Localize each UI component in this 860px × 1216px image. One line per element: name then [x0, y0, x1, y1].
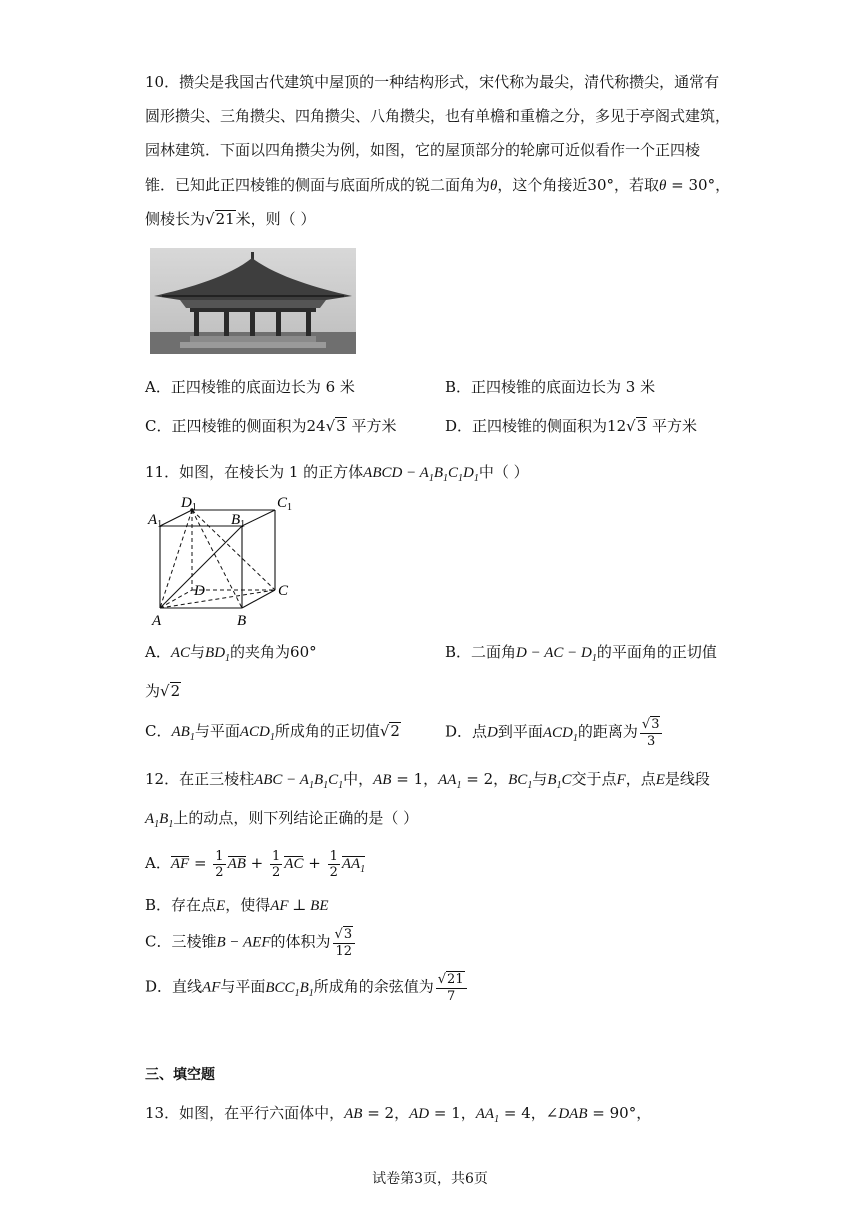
- q11-option-b-label: B．二面角: [445, 643, 517, 661]
- q12-line-1: [145, 769, 710, 796]
- plane-bcc1b1: $BCC_1B_1$: [265, 979, 314, 999]
- q12-option-a-label: A．: [145, 854, 171, 872]
- q10-line-4: [145, 175, 730, 196]
- q10-text-5b: 米，则（ ）: [235, 210, 316, 228]
- label-a: A: [152, 613, 162, 629]
- q12-option-c-text1: C．三棱锥: [145, 932, 217, 951]
- label-b: B: [237, 613, 247, 629]
- prism-name: ABC − $A_1B_1C_1$: [254, 772, 344, 791]
- frac-half-1: $\frac{1}{2}$: [215, 848, 224, 880]
- page-footer: 试卷第3页，共6页: [372, 1171, 488, 1187]
- q11-option-a-text1: 与: [190, 643, 206, 661]
- q12-text-a: 12．在正三棱柱: [145, 770, 255, 788]
- seg-bd1: $BD_1$: [205, 645, 231, 664]
- q10-option-c-math: 24√3: [306, 417, 346, 435]
- seg-ab1: $AB_1$: [171, 724, 195, 743]
- q11-stem-text: 11．如图，在棱长为 1 的正方体: [145, 463, 364, 481]
- label-d1: $D_1$: [181, 495, 197, 513]
- q12-text-h: 是线段: [664, 770, 710, 788]
- q12-option-c: [145, 926, 357, 959]
- q10-line-3: 园林建筑．下面以四角攒尖为例，如图，它的屋顶部分的轮廓可近似看作一个正四棱: [145, 141, 701, 159]
- aa1-eq: $AA_1$: [438, 772, 462, 791]
- frac-sqrt3-over-12: $\frac{√3}{12}$: [333, 926, 356, 959]
- q12-text-e: 与: [532, 770, 548, 788]
- q13-aa1: $AA_1$: [475, 1106, 500, 1125]
- q12-text-d: ，: [493, 770, 509, 788]
- label-b1: $B_1$: [231, 512, 246, 530]
- aa1-val: = 2: [461, 770, 494, 788]
- q12-text-g: ，点: [625, 770, 656, 788]
- q11-option-b-text: 的平面角的正切值: [596, 643, 717, 661]
- theta-value: = 30°，: [666, 176, 731, 194]
- q11-option-a: [145, 642, 317, 669]
- q10-option-d-unit: 平方米: [652, 417, 698, 435]
- vec-af: AF: [170, 856, 190, 872]
- q10-number: 10．: [145, 73, 180, 91]
- seg-bc1: $BC_1$: [508, 772, 533, 791]
- q11-option-d: [445, 716, 664, 754]
- angle-30: 30°: [587, 176, 614, 194]
- q11-stem-end: 中（ ）: [478, 463, 529, 481]
- frac-half-3: $\frac{1}{2}$: [329, 848, 338, 880]
- theta-eq: θ: [659, 178, 667, 194]
- q13-angle: ∠DAB = 90°: [545, 1104, 637, 1122]
- sqrt-2-b: √2: [160, 682, 181, 700]
- q12-option-a: A．AF = $\frac{1}{2}$ AB + $\frac{1}{2}$ AC + $\frac{1}{2}$ $AA_1$: [145, 848, 366, 880]
- vec-ac: AC: [284, 856, 304, 872]
- sqrt-2-c: √2: [379, 722, 400, 740]
- q12-option-d-text3: 所成角的余弦值为: [313, 977, 434, 996]
- q10-option-b: B．正四棱锥的底面边长为 3 米: [445, 378, 656, 396]
- q10-text-1: 攒尖是我国古代建筑中屋顶的一种结构形式，宋代称为最尖，清代称攒尖，通常有: [179, 73, 720, 91]
- q13-text-b: ，: [394, 1104, 410, 1122]
- point-f: F: [616, 772, 626, 788]
- q10-line-5: [145, 209, 315, 229]
- question-13: 13．如图，在平行六面体中，AB = 2，AD = 1，$AA_1 = 4$，∠DAB = 90°，: [145, 1104, 652, 1125]
- q12-option-b-text1: B．存在点: [145, 896, 217, 914]
- pavilion-illustration: [150, 248, 356, 354]
- q12-text-c: ，: [423, 770, 439, 788]
- seg-a1b1: $A_1B_1$: [145, 811, 174, 830]
- label-a1: $A_1$: [148, 512, 163, 530]
- q10-option-d-text: D．正四棱锥的侧面积为: [445, 417, 608, 435]
- q12-option-c-text2: 的体积为: [270, 932, 331, 951]
- pavilion-photo: [150, 248, 356, 354]
- q11-option-c-text1: 与平面: [194, 722, 240, 740]
- point-d: D: [487, 724, 498, 741]
- perp-relation: AF ⊥ BE: [270, 898, 329, 914]
- q13-text-c: ，: [460, 1104, 476, 1122]
- q12-option-d-text2: 与平面: [220, 977, 266, 996]
- q13-ab: AB: [344, 1106, 363, 1122]
- vec-ab: AB: [227, 856, 246, 872]
- ab-eq: AB: [373, 772, 392, 788]
- q11-option-b-cont: [145, 681, 181, 701]
- theta-symbol: θ: [490, 178, 498, 194]
- q12-option-d-text1: D．直线: [145, 977, 203, 996]
- q11-option-b-cont-text: 为: [145, 682, 161, 700]
- q11-option-a-label: A．: [145, 643, 171, 661]
- q11-option-c: [145, 721, 401, 748]
- q12-line-2: [145, 808, 418, 835]
- q12-text-b: 中，: [343, 770, 374, 788]
- q10-text-4c: ，若取: [614, 176, 660, 194]
- vec-aa1: $AA_1$: [341, 856, 366, 875]
- seg-b1c: $B_1C$: [547, 772, 572, 791]
- seg-ac: AC: [170, 645, 191, 661]
- q10-option-c-unit: 平方米: [351, 417, 397, 435]
- q11-option-d-text2: 的距离为: [577, 722, 638, 741]
- q11-stem: [145, 462, 529, 489]
- q10-option-d-math: 12√3: [607, 417, 647, 435]
- q10-text-5a: 侧棱长为: [145, 210, 206, 228]
- plane-acd1: $ACD_1$: [239, 724, 275, 743]
- q11-option-d-text1: 到平面: [497, 722, 543, 741]
- q12-option-d: [145, 971, 469, 1009]
- q12-option-b: [145, 895, 328, 916]
- q10-option-d: [445, 416, 697, 436]
- section-heading: 三、填空题: [145, 1067, 215, 1083]
- ab-val: = 1: [391, 770, 424, 788]
- pyramid-baef: B − AEF: [216, 934, 271, 951]
- cube-diagram: [145, 492, 305, 630]
- q10-option-c-text: C．正四棱锥的侧面积为: [145, 417, 307, 435]
- q11-option-a-text2: 的夹角为: [230, 643, 291, 661]
- q11-option-b: [445, 642, 717, 669]
- q12-text-2: 上的动点，则下列结论正确的是（ ）: [173, 809, 419, 827]
- q11-option-c-text2: 所成角的正切值: [274, 722, 380, 740]
- line-af: AF: [202, 979, 221, 996]
- plane-acd1-d: $ACD_1$: [542, 724, 578, 744]
- frac-half-2: $\frac{1}{2}$: [272, 848, 281, 880]
- q10-line-2: 圆形攒尖、三角攒尖、四角攒尖、八角攒尖，也有单檐和重檐之分，多见于亭阁式建筑，: [145, 107, 731, 125]
- label-c: C: [278, 583, 289, 599]
- point-e: E: [655, 772, 665, 788]
- q13-text-e: ，: [636, 1104, 652, 1122]
- dihedral: D − AC − $D_1$: [516, 645, 597, 664]
- q11-option-c-label: C．: [145, 722, 172, 740]
- q10-text-4b: ，这个角接近: [497, 176, 588, 194]
- cube-name: ABCD − $A_1B_1C_1D_1$: [363, 465, 479, 484]
- frac-sqrt3-over-3: $\frac{√3}{3}$: [640, 716, 663, 749]
- sqrt-21: √21: [205, 210, 235, 228]
- q13-ad: AD: [409, 1106, 430, 1122]
- q11-option-d-label: D．点: [445, 722, 488, 741]
- angle-60: 60°: [290, 643, 317, 661]
- point-e-b: E: [216, 898, 226, 914]
- q12-text-f: 交于点: [571, 770, 617, 788]
- q10-option-a: A．正四棱锥的底面边长为 6 米: [145, 378, 355, 396]
- label-d: D: [194, 583, 205, 599]
- label-c1: $C_1$: [277, 495, 293, 513]
- q10-line-1: [145, 72, 719, 92]
- q13-text-a: 13．如图，在平行六面体中，: [145, 1104, 345, 1122]
- q12-option-b-text2: ，使得: [225, 896, 271, 914]
- q10-option-c: [145, 416, 396, 436]
- q13-text-d: ，: [530, 1104, 546, 1122]
- q10-text-4a: 锥．已知此正四棱锥的侧面与底面所成的锐二面角为: [145, 176, 491, 194]
- frac-sqrt21-over-7: $\frac{√21}{7}$: [436, 971, 467, 1004]
